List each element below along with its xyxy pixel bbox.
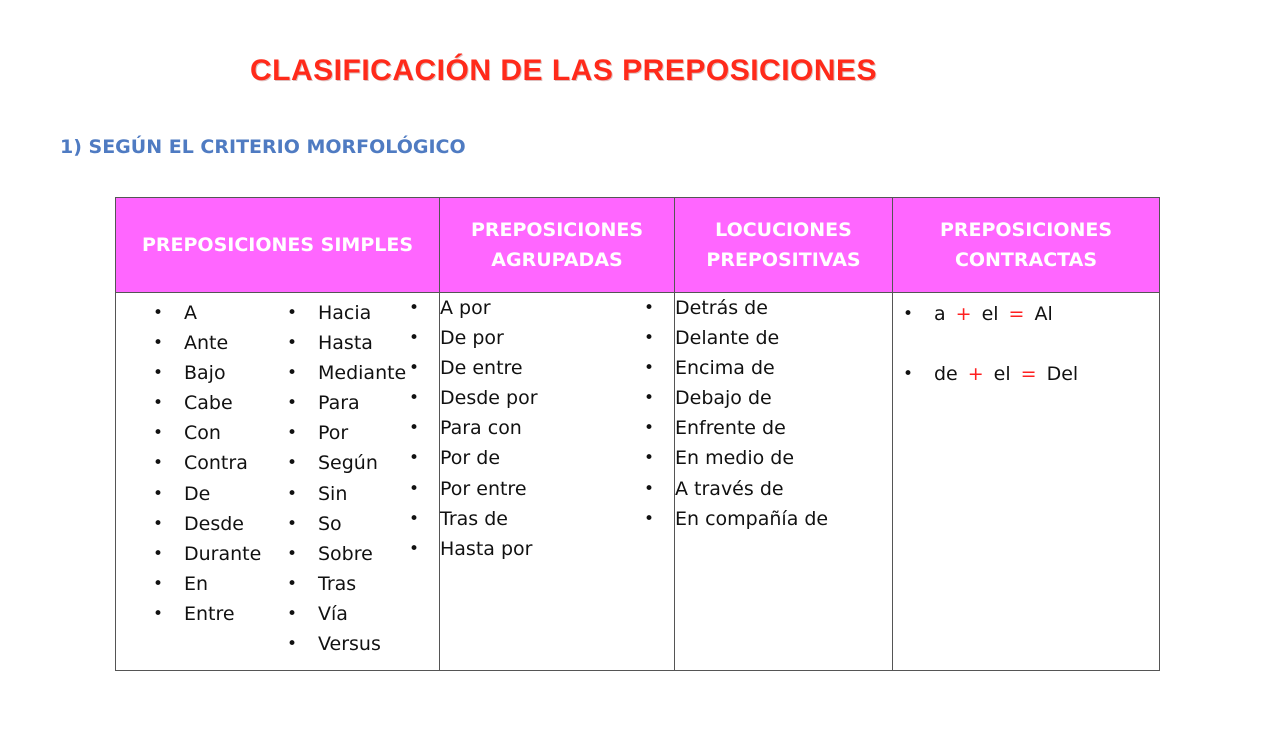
list-item: • A (184, 298, 287, 328)
contraction-result: Al (1034, 303, 1053, 325)
list-item: • Hacia (318, 298, 406, 328)
list-item: • Mediante (318, 358, 406, 388)
list-item: • De (184, 479, 287, 509)
header-simples: PREPOSICIONES SIMPLES (116, 198, 440, 293)
list-item: • Hasta (318, 328, 406, 358)
body-row (116, 293, 1160, 671)
cell-contractas (893, 293, 1160, 671)
list-item: • Enfrente de (675, 413, 892, 443)
list-item: • Bajo (184, 358, 287, 388)
list-item: • Delante de (675, 323, 892, 353)
list-item: • De entre (440, 353, 674, 383)
list-item: • Por (318, 418, 406, 448)
list-item: • En (184, 569, 287, 599)
cell-simples (116, 293, 440, 671)
list-item: • Encima de (675, 353, 892, 383)
list-item: • Durante (184, 539, 287, 569)
plus-operator: + (967, 363, 984, 385)
list-item: • Contra (184, 448, 287, 478)
contraction-part: el (993, 363, 1011, 385)
header-contractas: PREPOSICIONES CONTRACTAS (893, 198, 1160, 293)
contraction-del (934, 359, 1159, 389)
prepositions-table (115, 197, 1160, 671)
list-item: • Debajo de (675, 383, 892, 413)
list-item: • Tras de (440, 504, 674, 534)
list-item: • Según (318, 448, 406, 478)
page-title: CLASIFICACIÓN DE LAS PREPOSICIONES (250, 54, 878, 87)
list-item: • Sin (318, 479, 406, 509)
plus-operator: + (955, 303, 972, 325)
header-locuciones: LOCUCIONES PREPOSITIVAS (675, 198, 893, 293)
contraction-part: a (934, 303, 946, 325)
contraction-result: Del (1046, 363, 1079, 385)
list-item: • En medio de (675, 443, 892, 473)
contraction-part: el (981, 303, 999, 325)
equals-operator: = (1008, 303, 1025, 325)
list-item: • Desde (184, 509, 287, 539)
list-item: • En compañía de (675, 504, 892, 534)
list-item: • Para con (440, 413, 674, 443)
list-item: • Por de (440, 443, 674, 473)
list-item: • A por (440, 293, 674, 323)
equals-operator: = (1020, 363, 1037, 385)
list-item: • Por entre (440, 474, 674, 504)
list-item: • De por (440, 323, 674, 353)
cell-agrupadas (440, 293, 675, 671)
list-item: • Desde por (440, 383, 674, 413)
contractas-list (893, 293, 1159, 389)
list-item: • Hasta por (440, 534, 674, 564)
list-item: • Ante (184, 328, 287, 358)
contraction-al (934, 299, 1159, 329)
contraction-part: de (934, 363, 958, 385)
section-subtitle: 1) SEGÚN EL CRITERIO MORFOLÓGICO (60, 136, 466, 158)
list-item: • So (318, 509, 406, 539)
cell-locuciones (675, 293, 893, 671)
list-item: • Detrás de (675, 293, 892, 323)
list-item: • Tras (318, 569, 406, 599)
list-item: • A través de (675, 474, 892, 504)
simples-list-2 (318, 298, 406, 659)
list-item: • Vía (318, 599, 406, 629)
list-item: • Con (184, 418, 287, 448)
list-item: • Para (318, 388, 406, 418)
list-item: • Cabe (184, 388, 287, 418)
simples-list-1 (184, 298, 287, 659)
agrupadas-list (440, 293, 674, 564)
header-agrupadas: PREPOSICIONES AGRUPADAS (440, 198, 675, 293)
list-item: • Entre (184, 599, 287, 629)
header-row (116, 198, 1160, 293)
locuciones-list (675, 293, 892, 534)
list-item: • Versus (318, 629, 406, 659)
list-item: • Sobre (318, 539, 406, 569)
